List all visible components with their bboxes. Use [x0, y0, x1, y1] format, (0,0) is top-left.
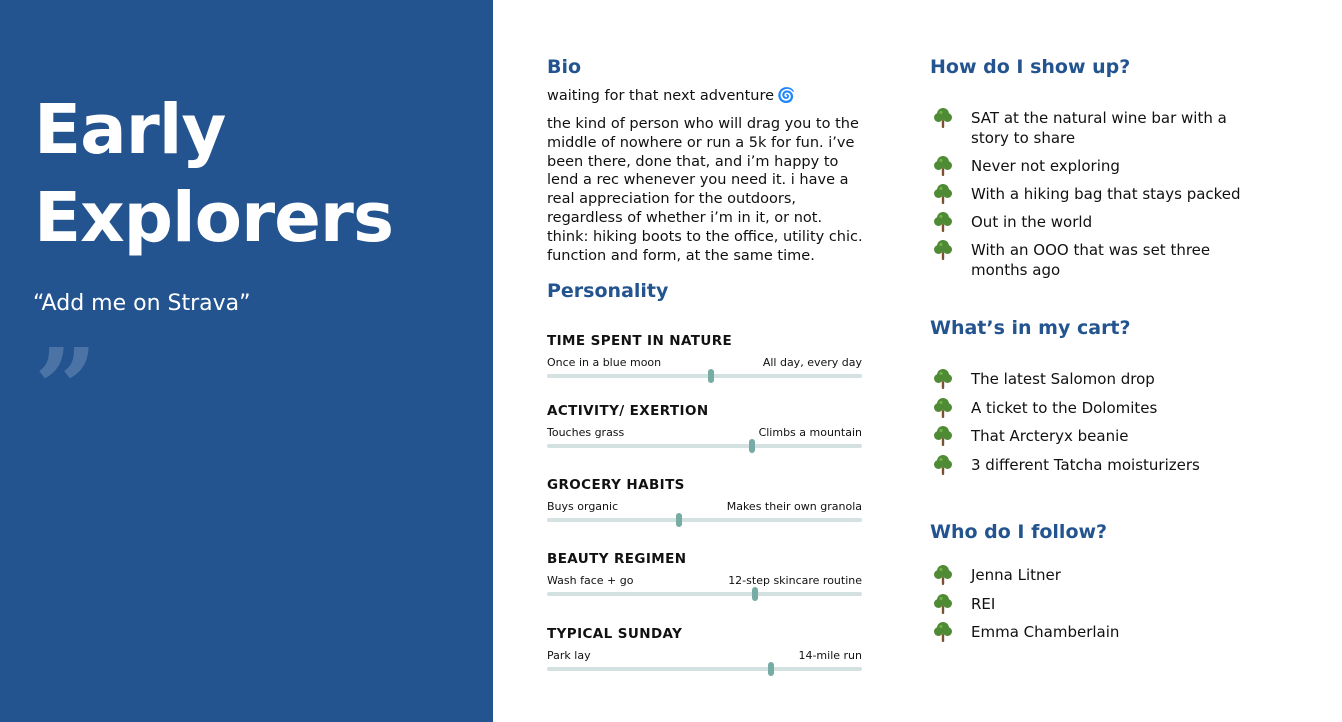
trait-max-label: 14-mile run [798, 649, 862, 662]
persona-title-line-1: Early [34, 90, 226, 170]
trait-slider-thumb [708, 369, 714, 383]
tree-icon [932, 183, 954, 205]
trait-slider-thumb [676, 513, 682, 527]
trait-max-label: All day, every day [762, 356, 862, 369]
persona-panel [0, 0, 493, 722]
personality-heading: Personality [547, 280, 669, 302]
trait-slider-track [547, 592, 862, 596]
list-item-label: That Arcteryx beanie [971, 427, 1129, 446]
trait-min-label: Wash face + go [547, 574, 634, 587]
cart-heading: What’s in my cart? [930, 317, 1131, 339]
tree-icon [932, 593, 954, 615]
tree-icon [932, 239, 954, 261]
list-item [932, 184, 1262, 204]
bio-headline [547, 87, 795, 104]
tree-icon [932, 211, 954, 233]
list-item-label: The latest Salomon drop [971, 370, 1155, 388]
list-item [932, 212, 1262, 232]
tree-icon [932, 368, 954, 390]
trait-slider-track [547, 667, 862, 671]
trait-beauty-regimen [547, 551, 862, 611]
trait-min-label: Touches grass [547, 426, 625, 439]
list-item [932, 240, 1262, 280]
tree-icon [932, 425, 954, 447]
trait-slider-track [547, 444, 862, 448]
quote-mark-icon: ” [34, 324, 98, 453]
bio-body: the kind of person who will drag you to the middle of nowhere or run a 5k for fun. i’ve been there, done that, and i’m happy to lend a rec whenever you need it. i have a real appreciation for the outdoors, regardless of whether i’m in it, or not. think: hiking boots to the office, utility chic. function and form, at the same time. [547, 116, 863, 264]
list-item-label: Never not exploring [971, 157, 1120, 175]
follow-list [932, 565, 1312, 642]
list-item-label: A ticket to the Dolomites [971, 398, 1158, 417]
list-item-label: SAT at the natural wine bar with a story to share [971, 109, 1227, 147]
list-item-label: Emma Chamberlain [971, 623, 1120, 642]
tree-icon [932, 564, 954, 586]
trait-label: BEAUTY REGIMEN [547, 551, 687, 567]
trait-min-label: Once in a blue moon [547, 356, 662, 369]
list-item-label: With a hiking bag that stays packed [971, 185, 1241, 203]
list-item-label: Jenna Litner [971, 566, 1061, 584]
trait-slider-thumb [768, 662, 774, 676]
list-item [932, 622, 1312, 642]
list-item [932, 455, 1312, 475]
show-up-heading: How do I show up? [930, 56, 1131, 78]
list-item-label: REI [971, 594, 996, 613]
trait-label: TYPICAL SUNDAY [547, 626, 683, 642]
trait-label: GROCERY HABITS [547, 477, 685, 493]
tree-icon [932, 621, 954, 643]
list-item [932, 426, 1312, 446]
persona-title-line-2: Explorers [34, 178, 394, 258]
bio-heading: Bio [547, 56, 582, 78]
trait-activity-exertion [547, 403, 862, 463]
trait-min-label: Park lay [547, 649, 591, 662]
trait-label: TIME SPENT IN NATURE [547, 333, 733, 349]
list-item [932, 565, 1312, 585]
list-item [932, 398, 1312, 418]
bio-headline-text: waiting for that next adventure [547, 88, 775, 104]
show-up-list [932, 108, 1262, 280]
trait-slider-thumb [749, 439, 755, 453]
trait-min-label: Buys organic [547, 500, 619, 513]
tree-icon [932, 155, 954, 177]
follow-heading: Who do I follow? [930, 521, 1108, 543]
trait-max-label: Makes their own granola [726, 500, 862, 513]
list-item-label: With an OOO that was set three months ago [971, 241, 1211, 279]
trait-max-label: Climbs a mountain [758, 426, 862, 439]
trait-grocery-habits [547, 477, 862, 537]
list-item-label: 3 different Tatcha moisturizers [971, 456, 1200, 475]
tree-icon [932, 397, 954, 419]
tree-icon [932, 454, 954, 476]
list-item [932, 594, 1312, 614]
trait-max-label: 12-step skincare routine [728, 574, 862, 587]
trait-typical-sunday [547, 626, 862, 686]
trait-slider-thumb [752, 587, 758, 601]
persona-title [34, 86, 393, 262]
spiral-icon: 🌀 [777, 88, 796, 104]
trait-slider-track [547, 374, 862, 378]
trait-slider-track [547, 518, 862, 522]
tree-icon [932, 107, 954, 129]
persona-quote: “Add me on Strava” [33, 291, 251, 316]
list-item [932, 108, 1262, 148]
cart-list [932, 369, 1312, 475]
trait-label: ACTIVITY/ EXERTION [547, 403, 709, 419]
list-item-label: Out in the world [971, 213, 1093, 231]
trait-time-in-nature [547, 333, 862, 393]
list-item [932, 156, 1262, 176]
list-item [932, 369, 1312, 389]
